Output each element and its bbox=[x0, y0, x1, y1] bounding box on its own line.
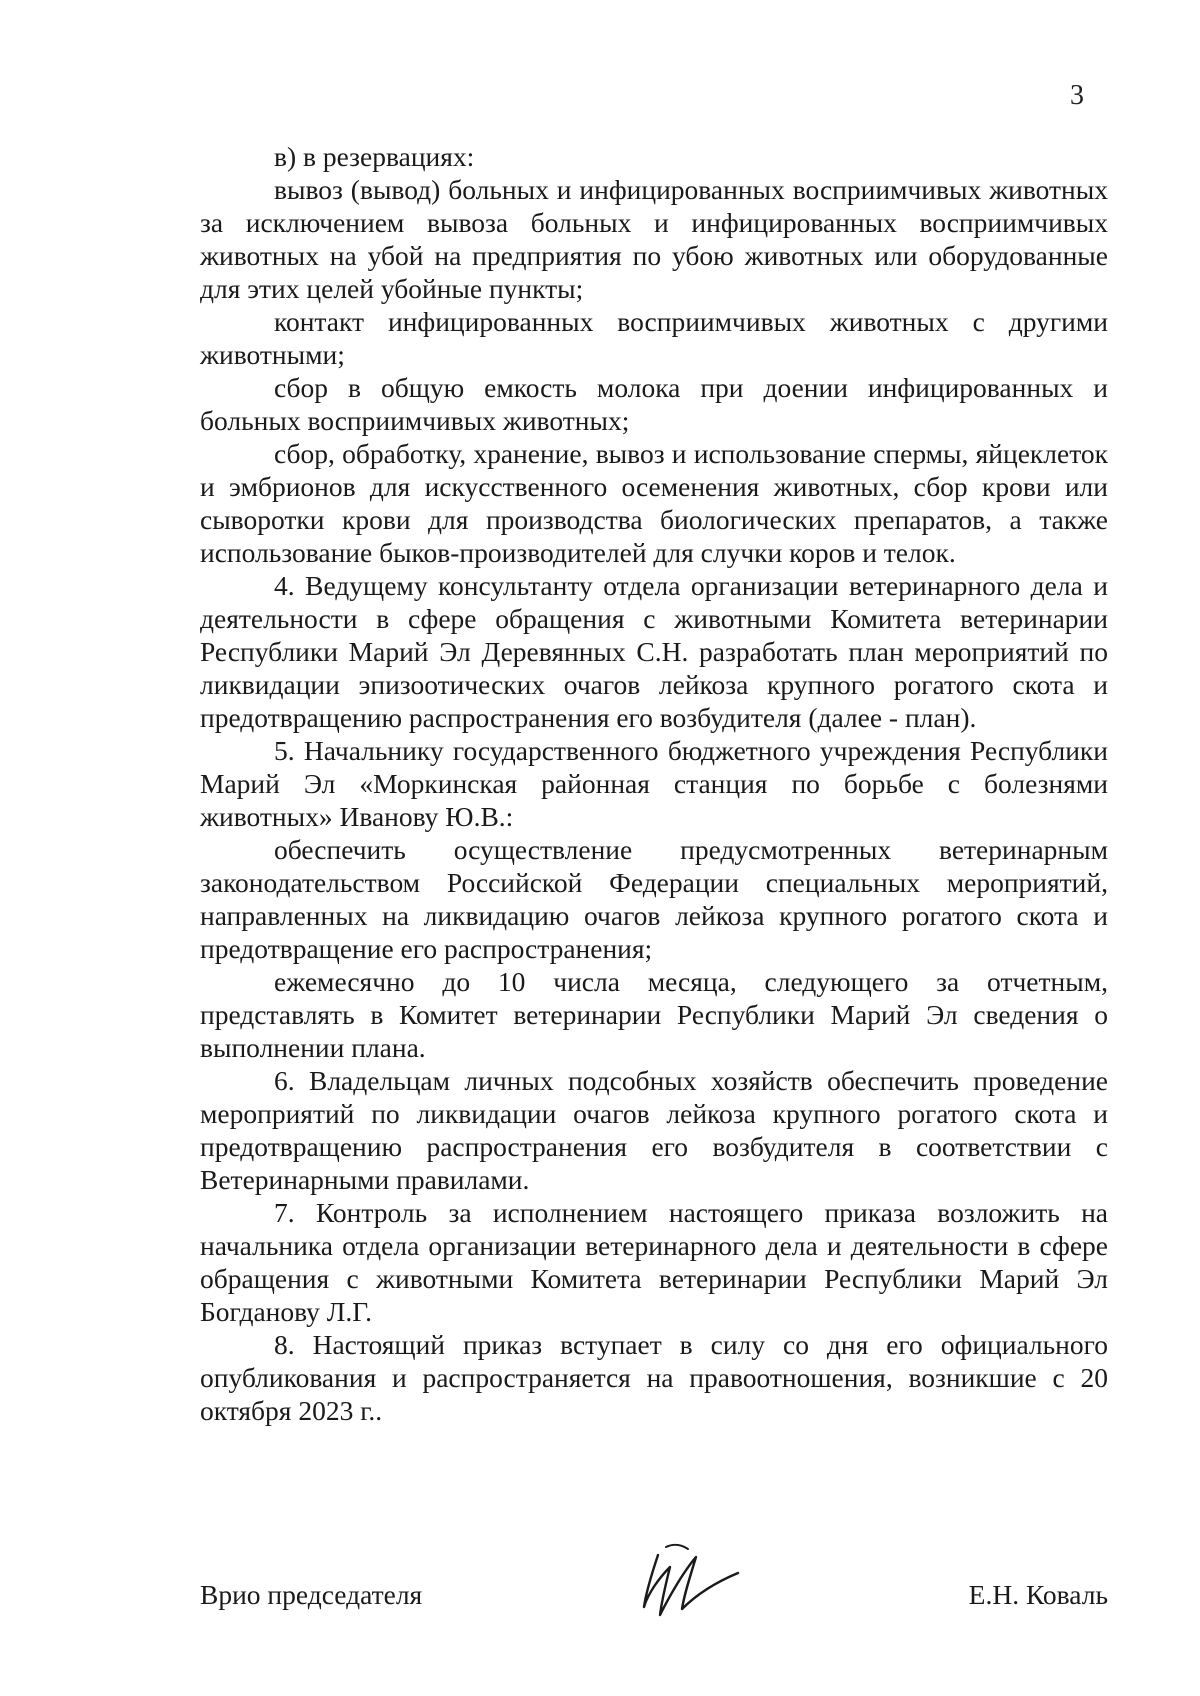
paragraph: 6. Владельцам личных подсобных хозяйств обеспечить проведение мероприятий по ликвидации очагов лейкоза крупного рогатого скота и предотвращению распространения его возбудителя в соответствии с Ветеринарными правилами. bbox=[200, 1065, 1108, 1195]
handwritten-signature bbox=[630, 1537, 750, 1627]
paragraph: 4. Ведущему консультанту отдела организации ветеринарного дела и деятельности в сфере обращения с животными Комитета ветеринарии Республики Марий Эл Деревянных С.Н. разработать план мероприятий по ликвидации эпизоотических очагов лейкоза крупного рогатого скота и предотвращению распространения его возбудителя (далее - план). bbox=[200, 570, 1108, 733]
paragraph: сбор в общую емкость молока при доении инфицированных и больных восприимчивых животных; bbox=[200, 372, 1108, 436]
paragraph: ежемесячно до 10 числа месяца, следующего за отчетным, представлять в Комитет ветеринарии Республики Марий Эл сведения о выполнении плана. bbox=[200, 966, 1108, 1063]
paragraph: контакт инфицированных восприимчивых животных с другими животными; bbox=[200, 306, 1108, 370]
signatory-name: Е.Н. Коваль bbox=[968, 1579, 1108, 1610]
paragraph: обеспечить осуществление предусмотренных ветеринарным законодательством Российской Федерации специальных мероприятий, направленных на ликвидацию очагов лейкоза крупного рогатого скота и предотвращение его распространения; bbox=[200, 834, 1108, 964]
document-body bbox=[200, 140, 1108, 1427]
paragraph: в) в резервациях: bbox=[274, 141, 475, 172]
paragraph: 5. Начальнику государственного бюджетного учреждения Республики Марий Эл «Моркинская районная станция по борьбе с болезнями животных» Иванову Ю.В.: bbox=[200, 735, 1108, 832]
paragraph: 8. Настоящий приказ вступает в силу со дня его официального опубликования и распространяется на правоотношения, возникшие с 20 октября 2023 г.. bbox=[200, 1329, 1108, 1426]
paragraph: 7. Контроль за исполнением настоящего приказа возложить на начальника отдела организации ветеринарного дела и деятельности в сфере обращения с животными Комитета ветеринарии Республики Марий Эл Богданову Л.Г. bbox=[200, 1197, 1108, 1327]
signature-block bbox=[200, 1555, 1108, 1635]
page-number: 3 bbox=[1070, 80, 1084, 111]
signatory-title: Врио председателя bbox=[200, 1579, 423, 1610]
paragraph: вывоз (вывод) больных и инфицированных восприимчивых животных за исключением вывоза больных и инфицированных восприимчивых животных на убой на предприятия по убою животных или оборудованные для этих целей убойные пункты; bbox=[200, 174, 1108, 304]
paragraph: сбор, обработку, хранение, вывоз и использование спермы, яйцеклеток и эмбрионов для искусственного осеменения животных, сбор крови или сыворотки крови для производства биологических препаратов, а также использование быков-производителей для случки коров и телок. bbox=[200, 438, 1108, 568]
